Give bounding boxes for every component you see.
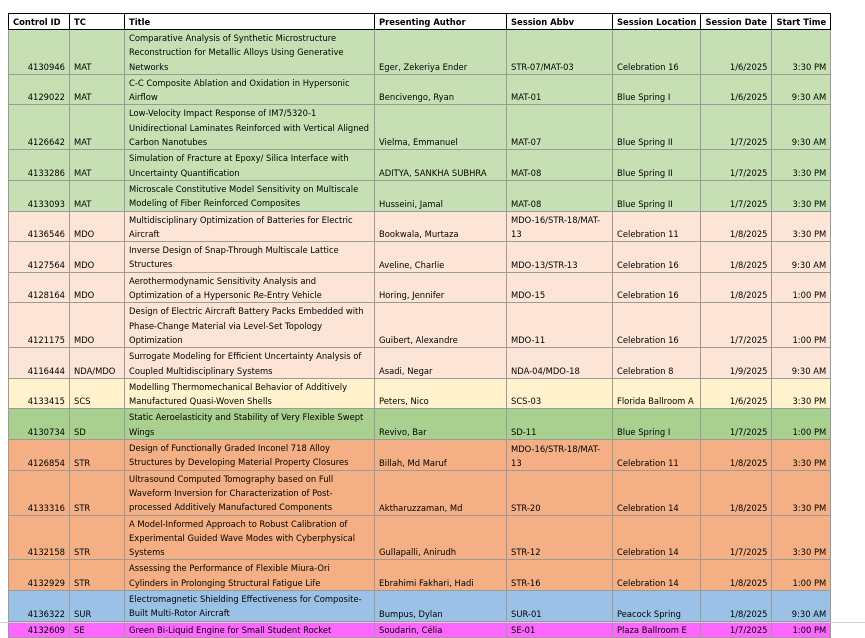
cell-title[interactable]: Design of Functionally Graded Inconel 718 Alloy Structures by Developing Material Property Closures <box>125 440 375 471</box>
cell-start-time[interactable]: 1:00 PM <box>772 409 831 440</box>
cell-session-location[interactable]: Celebration 16 <box>613 303 701 348</box>
cell-control-id[interactable]: 4129022 <box>9 74 70 105</box>
cell-start-time[interactable]: 3:30 PM <box>772 515 831 560</box>
cell-tc[interactable]: SUR <box>70 590 125 621</box>
header-session-location[interactable]: Session Location <box>613 14 701 30</box>
cell-session-location[interactable]: Celebration 16 <box>613 242 701 273</box>
cell-session-date[interactable]: 1/6/2025 <box>701 30 772 75</box>
cell-session-date[interactable]: 1/8/2025 <box>701 272 772 303</box>
table-row <box>9 515 831 560</box>
cell-tc[interactable]: MDO <box>70 303 125 348</box>
cell-title[interactable]: Electromagnetic Shielding Effectiveness for Composite-Built Multi-Rotor Aircraft <box>125 590 375 621</box>
cell-start-time[interactable]: 3:30 PM <box>772 30 831 75</box>
cell-session-location[interactable]: Blue Spring I <box>613 74 701 105</box>
cell-control-id[interactable]: 4132929 <box>9 560 70 591</box>
cell-presenting-author[interactable]: Horing, Jennifer <box>375 272 507 303</box>
cell-tc[interactable]: NDA/MDO <box>70 348 125 379</box>
cell-session-location[interactable]: Celebration 14 <box>613 515 701 560</box>
table-row <box>9 211 831 242</box>
cell-presenting-author[interactable]: Asadi, Negar <box>375 348 507 379</box>
cell-session-abbv[interactable]: SUR-01 <box>507 590 613 621</box>
cell-tc[interactable]: MAT <box>70 105 125 150</box>
cell-presenting-author[interactable]: Ebrahimi Fakhari, Hadi <box>375 560 507 591</box>
cell-presenting-author[interactable]: Peters, Nico <box>375 378 507 409</box>
cell-presenting-author[interactable]: Bencivengo, Ryan <box>375 74 507 105</box>
cell-presenting-author[interactable]: Aktharuzzaman, Md <box>375 470 507 515</box>
cell-presenting-author[interactable]: Vielma, Emmanuel <box>375 105 507 150</box>
cell-title[interactable]: Comparative Analysis of Synthetic Microstructure Reconstruction for Metallic Alloys Using Generative Networks <box>125 30 375 75</box>
cell-presenting-author[interactable]: Billah, Md Maruf <box>375 440 507 471</box>
cell-session-date[interactable]: 1/8/2025 <box>701 590 772 621</box>
cell-session-date[interactable]: 1/7/2025 <box>701 303 772 348</box>
cell-session-location[interactable]: Celebration 16 <box>613 30 701 75</box>
cell-session-abbv[interactable]: MDO-11 <box>507 303 613 348</box>
cell-session-location[interactable]: Plaza Ballroom E <box>613 621 701 637</box>
cell-title[interactable]: Inverse Design of Snap-Through Multiscale Lattice Structures <box>125 242 375 273</box>
header-presenting-author[interactable]: Presenting Author <box>375 14 507 30</box>
cell-session-abbv[interactable]: MDO-16/STR-18/MAT-13 <box>507 211 613 242</box>
header-row <box>9 14 831 30</box>
cell-session-abbv[interactable]: MDO-13/STR-13 <box>507 242 613 273</box>
cell-control-id[interactable]: 4121175 <box>9 303 70 348</box>
table-row <box>9 105 831 150</box>
cell-session-abbv[interactable]: MAT-07 <box>507 105 613 150</box>
cell-control-id[interactable]: 4132158 <box>9 515 70 560</box>
cell-session-abbv[interactable]: STR-07/MAT-03 <box>507 30 613 75</box>
table-row <box>9 74 831 105</box>
cell-session-location[interactable]: Celebration 8 <box>613 348 701 379</box>
cell-title[interactable]: C-C Composite Ablation and Oxidation in Hypersonic Airflow <box>125 74 375 105</box>
cell-tc[interactable]: MDO <box>70 242 125 273</box>
cell-presenting-author[interactable]: Revivo, Bar <box>375 409 507 440</box>
table-row <box>9 470 831 515</box>
cell-control-id[interactable]: 4130946 <box>9 30 70 75</box>
header-session-date[interactable]: Session Date <box>701 14 772 30</box>
table-row <box>9 409 831 440</box>
cell-session-date[interactable]: 1/6/2025 <box>701 378 772 409</box>
cell-title[interactable]: Modelling Thermomechanical Behavior of Additively Manufactured Quasi-Woven Shells <box>125 378 375 409</box>
cell-tc[interactable]: MAT <box>70 30 125 75</box>
cell-start-time[interactable]: 9:30 AM <box>772 105 831 150</box>
cell-session-date[interactable]: 1/7/2025 <box>701 105 772 150</box>
cell-title[interactable]: Static Aeroelasticity and Stability of Very Flexible Swept Wings <box>125 409 375 440</box>
header-start-time[interactable]: Start Time <box>772 14 831 30</box>
cell-session-date[interactable]: 1/8/2025 <box>701 211 772 242</box>
header-session-abbv[interactable]: Session Abbv <box>507 14 613 30</box>
cell-session-location[interactable]: Blue Spring II <box>613 180 701 211</box>
header-control-id[interactable]: Control ID <box>9 14 70 30</box>
cell-session-location[interactable]: Blue Spring II <box>613 105 701 150</box>
table-row <box>9 348 831 379</box>
cell-session-location[interactable]: Celebration 16 <box>613 272 701 303</box>
cell-session-abbv[interactable]: SCS-03 <box>507 378 613 409</box>
cell-presenting-author[interactable]: Gullapalli, Anirudh <box>375 515 507 560</box>
cell-start-time[interactable]: 1:00 PM <box>772 303 831 348</box>
cell-session-abbv[interactable]: MDO-15 <box>507 272 613 303</box>
cell-title[interactable]: Aerothermodynamic Sensitivity Analysis and Optimization of a Hypersonic Re-Entry Vehicle <box>125 272 375 303</box>
cell-session-location[interactable]: Celebration 11 <box>613 440 701 471</box>
cell-session-date[interactable]: 1/7/2025 <box>701 621 772 637</box>
cell-session-abbv[interactable]: STR-12 <box>507 515 613 560</box>
cell-tc[interactable]: MAT <box>70 74 125 105</box>
cell-start-time[interactable]: 1:00 PM <box>772 621 831 637</box>
cell-title[interactable]: A Model-Informed Approach to Robust Calibration of Experimental Guided Wave Modes with Cyberphysical Systems <box>125 515 375 560</box>
cell-session-abbv[interactable]: SE-01 <box>507 621 613 637</box>
cell-title[interactable]: Low-Velocity Impact Response of IM7/5320-1 Unidirectional Laminates Reinforced with Vertical Aligned Carbon Nanotubes <box>125 105 375 150</box>
cell-start-time[interactable]: 9:30 AM <box>772 348 831 379</box>
cell-session-abbv[interactable]: STR-16 <box>507 560 613 591</box>
cell-control-id[interactable]: 4126854 <box>9 440 70 471</box>
cell-session-date[interactable]: 1/9/2025 <box>701 348 772 379</box>
cell-session-location[interactable]: Peacock Spring <box>613 590 701 621</box>
cell-control-id[interactable]: 4136546 <box>9 211 70 242</box>
cell-control-id[interactable]: 4127564 <box>9 242 70 273</box>
cell-control-id[interactable]: 4132609 <box>9 621 70 637</box>
cell-session-abbv[interactable]: MAT-08 <box>507 180 613 211</box>
cell-start-time[interactable]: 3:30 PM <box>772 180 831 211</box>
cell-session-date[interactable]: 1/8/2025 <box>701 560 772 591</box>
cell-tc[interactable]: STR <box>70 440 125 471</box>
cell-tc[interactable]: STR <box>70 515 125 560</box>
cell-tc[interactable]: MAT <box>70 150 125 181</box>
cell-session-location[interactable]: Celebration 14 <box>613 470 701 515</box>
cell-presenting-author[interactable]: Eger, Zekeriya Ender <box>375 30 507 75</box>
cell-tc[interactable]: MDO <box>70 272 125 303</box>
cell-tc[interactable]: SE <box>70 621 125 637</box>
cell-control-id[interactable]: 4133415 <box>9 378 70 409</box>
table-row <box>9 621 831 637</box>
cell-control-id[interactable]: 4130734 <box>9 409 70 440</box>
cell-session-date[interactable]: 1/7/2025 <box>701 515 772 560</box>
cell-presenting-author[interactable]: Husseini, Jamal <box>375 180 507 211</box>
cell-control-id[interactable]: 4116444 <box>9 348 70 379</box>
cell-session-date[interactable]: 1/8/2025 <box>701 470 772 515</box>
cell-start-time[interactable]: 9:30 AM <box>772 590 831 621</box>
table-row <box>9 560 831 591</box>
table-row <box>9 303 831 348</box>
table-body <box>9 30 831 638</box>
cell-session-abbv[interactable]: SD-11 <box>507 409 613 440</box>
cell-presenting-author[interactable]: Bumpus, Dylan <box>375 590 507 621</box>
cell-session-abbv[interactable]: STR-20 <box>507 470 613 515</box>
cell-title[interactable]: Microscale Constitutive Model Sensitivity on Multiscale Modeling of Fiber Reinforced Composites <box>125 180 375 211</box>
cell-session-location[interactable]: Celebration 11 <box>613 211 701 242</box>
cell-tc[interactable]: STR <box>70 470 125 515</box>
cell-session-location[interactable]: Blue Spring II <box>613 150 701 181</box>
table-row <box>9 150 831 181</box>
header-title[interactable]: Title <box>125 14 375 30</box>
cell-start-time[interactable]: 1:00 PM <box>772 272 831 303</box>
cell-tc[interactable]: SCS <box>70 378 125 409</box>
cell-start-time[interactable]: 1:00 PM <box>772 560 831 591</box>
cell-title[interactable]: Design of Electric Aircraft Battery Packs Embedded with Phase-Change Material via Level-Set Topology Optimization <box>125 303 375 348</box>
table-row <box>9 180 831 211</box>
table-row <box>9 272 831 303</box>
cell-session-location[interactable]: Florida Ballroom A <box>613 378 701 409</box>
cell-control-id[interactable]: 4133093 <box>9 180 70 211</box>
table-row <box>9 590 831 621</box>
cell-session-location[interactable]: Blue Spring I <box>613 409 701 440</box>
cell-session-date[interactable]: 1/7/2025 <box>701 150 772 181</box>
cell-title[interactable]: Simulation of Fracture at Epoxy/ Silica Interface with Uncertainty Quantification <box>125 150 375 181</box>
cell-tc[interactable]: MDO <box>70 211 125 242</box>
cell-start-time[interactable]: 9:30 AM <box>772 74 831 105</box>
cell-start-time[interactable]: 3:30 PM <box>772 150 831 181</box>
cell-session-location[interactable]: Celebration 14 <box>613 560 701 591</box>
table-row <box>9 440 831 471</box>
cell-tc[interactable]: MAT <box>70 180 125 211</box>
sheet-bottom-border <box>0 622 865 623</box>
cell-presenting-author[interactable]: Aveline, Charlie <box>375 242 507 273</box>
cell-start-time[interactable]: 3:30 PM <box>772 470 831 515</box>
cell-session-abbv[interactable]: MDO-16/STR-18/MAT-13 <box>507 440 613 471</box>
table-row <box>9 30 831 75</box>
cell-title[interactable]: Multidisciplinary Optimization of Batteries for Electric Aircraft <box>125 211 375 242</box>
cell-start-time[interactable]: 3:30 PM <box>772 211 831 242</box>
cell-presenting-author[interactable]: Soudarin, Célia <box>375 621 507 637</box>
cell-control-id[interactable]: 4133286 <box>9 150 70 181</box>
cell-session-date[interactable]: 1/7/2025 <box>701 409 772 440</box>
cell-presenting-author[interactable]: Guibert, Alexandre <box>375 303 507 348</box>
cell-control-id[interactable]: 4136322 <box>9 590 70 621</box>
cell-session-date[interactable]: 1/6/2025 <box>701 74 772 105</box>
cell-session-date[interactable]: 1/7/2025 <box>701 180 772 211</box>
cell-presenting-author[interactable]: ADITYA, SANKHA SUBHRA <box>375 150 507 181</box>
cell-control-id[interactable]: 4128164 <box>9 272 70 303</box>
cell-session-abbv[interactable]: NDA-04/MDO-18 <box>507 348 613 379</box>
cell-presenting-author[interactable]: Bookwala, Murtaza <box>375 211 507 242</box>
cell-title[interactable]: Surrogate Modeling for Efficient Uncertainty Analysis of Coupled Multidisciplinary Systems <box>125 348 375 379</box>
table-row <box>9 378 831 409</box>
header-tc[interactable]: TC <box>70 14 125 30</box>
cell-session-date[interactable]: 1/8/2025 <box>701 242 772 273</box>
cell-title[interactable]: Ultrasound Computed Tomography based on Full Waveform Inversion for Characterization of Post-processed Additively Manufactured Components <box>125 470 375 515</box>
cell-session-date[interactable]: 1/8/2025 <box>701 440 772 471</box>
cell-control-id[interactable]: 4133316 <box>9 470 70 515</box>
cell-start-time[interactable]: 3:30 PM <box>772 440 831 471</box>
spreadsheet-table <box>8 13 831 638</box>
cell-session-abbv[interactable]: MAT-01 <box>507 74 613 105</box>
cell-start-time[interactable]: 3:30 PM <box>772 378 831 409</box>
cell-start-time[interactable]: 9:30 AM <box>772 242 831 273</box>
cell-tc[interactable]: STR <box>70 560 125 591</box>
cell-session-abbv[interactable]: MAT-08 <box>507 150 613 181</box>
table-row <box>9 242 831 273</box>
cell-control-id[interactable]: 4126642 <box>9 105 70 150</box>
cell-title[interactable]: Assessing the Performance of Flexible Miura-Ori Cylinders in Prolonging Structural Fatigue Life <box>125 560 375 591</box>
cell-tc[interactable]: SD <box>70 409 125 440</box>
cell-title[interactable]: Green Bi-Liquid Engine for Small Student Rocket <box>125 621 375 637</box>
